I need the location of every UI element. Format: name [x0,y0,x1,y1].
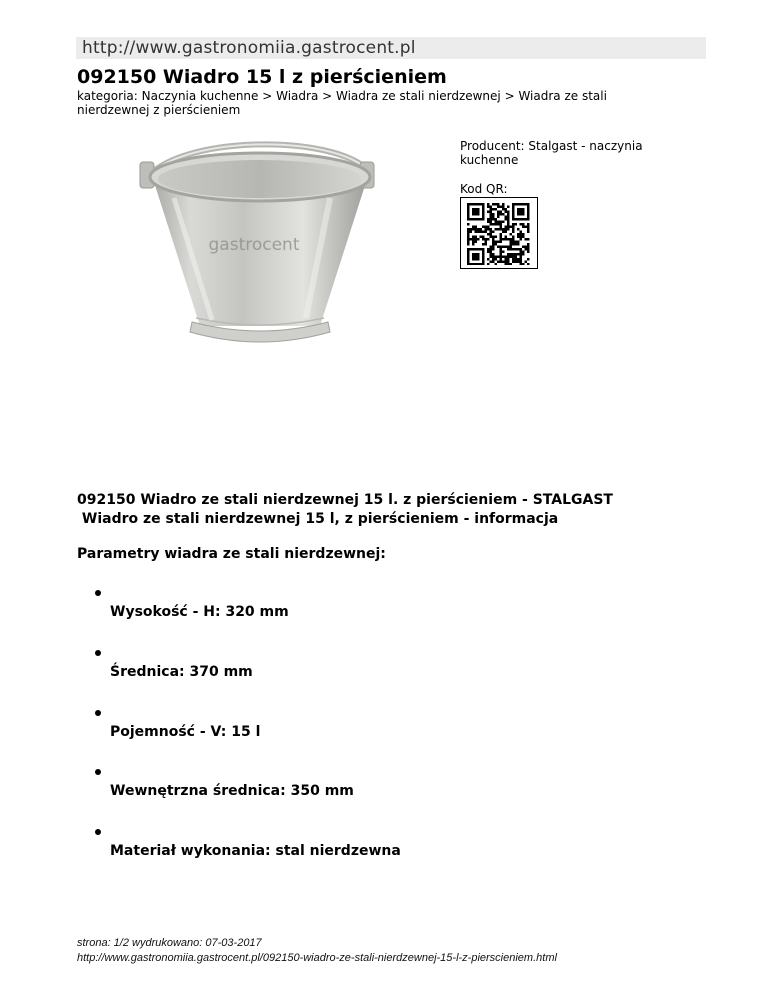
qr-module [502,251,505,254]
qr-finder-pattern [517,208,525,216]
qr-module [495,236,498,239]
product-image [134,132,384,358]
qr-module [500,206,503,209]
param-diameter: Średnica: 370 mm [110,664,253,680]
qr-module [510,246,513,249]
qr-module [467,238,470,241]
qr-module [500,261,503,264]
qr-module [495,243,498,246]
qr-module [527,246,530,249]
qr-module [517,248,520,251]
qr-module [507,261,510,264]
qr-module [490,236,493,239]
qr-module [505,246,508,249]
qr-module [525,246,528,249]
qr-module [475,226,478,229]
qr-module [490,261,493,264]
qr-module [510,243,513,246]
qr-module [477,238,480,241]
qr-module [475,231,478,234]
qr-module [527,238,530,241]
bullet-icon [95,769,101,775]
qr-module [497,216,500,219]
qr-module [500,253,503,256]
qr-module [522,253,525,256]
qr-module [492,243,495,246]
qr-module [477,228,480,231]
qr-module [502,256,505,259]
qr-module [502,238,505,241]
qr-module [495,258,498,261]
qr-module [467,243,470,246]
qr-module [507,216,510,219]
qr-module [495,263,498,265]
qr-module [467,223,470,226]
qr-module [517,258,520,261]
param-material: Materiał wykonania: stal nierdzewna [110,843,401,859]
qr-module [487,233,490,236]
qr-module [472,226,475,229]
qr-module [495,218,498,221]
qr-module [525,261,528,264]
qr-module [477,231,480,234]
qr-module [492,203,495,206]
qr-module [490,251,493,254]
qr-module [520,261,523,264]
qr-module [497,241,500,244]
qr-module [490,246,493,249]
qr-module [512,223,515,226]
qr-module [527,228,530,231]
qr-module [517,236,520,239]
qr-module [505,218,508,221]
qr-module [487,226,490,229]
producer-text: Producent: Stalgast - naczynia kuchenne [460,139,643,167]
qr-module [527,223,530,226]
qr-module [510,241,513,244]
qr-module [527,243,530,246]
qr-module [502,208,505,211]
qr-module [482,238,485,241]
qr-module [505,216,508,219]
qr-module [475,241,478,244]
image-watermark: gastrocent [208,235,300,255]
qr-module [490,218,493,221]
qr-module [487,263,490,265]
qr-module [487,203,490,206]
qr-module [510,226,513,229]
qr-module [492,223,495,226]
qr-module [507,256,510,259]
qr-module [522,246,525,249]
qr-module [515,248,518,251]
qr-module [487,218,490,221]
params-heading: Parametry wiadra ze stali nierdzewnej: [77,546,386,562]
qr-module [522,251,525,254]
qr-module [527,258,530,261]
qr-module [490,216,493,219]
qr-module [490,221,493,224]
qr-module [500,236,503,239]
qr-module [487,248,490,251]
qr-module [510,263,513,265]
qr-module [485,228,488,231]
qr-module [495,208,498,211]
qr-module [470,238,473,241]
qr-module [520,231,523,234]
qr-module [507,258,510,261]
qr-module [502,261,505,264]
qr-module [525,248,528,251]
qr-module [512,248,515,251]
qr-module [467,231,470,234]
qr-module [527,251,530,254]
qr-module [495,221,498,224]
qr-module [512,258,515,261]
qr-module [467,241,470,244]
qr-module [515,258,518,261]
qr-module [505,226,508,229]
qr-module [502,203,505,206]
bullet-icon [95,650,101,656]
qr-module [482,231,485,234]
qr-module [520,248,523,251]
qr-module [507,263,510,265]
qr-module [522,233,525,236]
qr-module [487,206,490,209]
qr-module [507,228,510,231]
qr-module [487,251,490,254]
qr-module [500,211,503,214]
breadcrumb: kategoria: Naczynia kuchenne > Wiadra > Wiadra ze stali nierdzewnej > Wiadra ze stali nierdzewnej z pierścieniem [77,89,607,117]
qr-module [492,208,495,211]
qr-module [487,238,490,241]
bullet-icon [95,590,101,596]
qr-module [505,238,508,241]
qr-module [517,241,520,244]
qr-module [485,238,488,241]
qr-module [512,226,515,229]
qr-module [502,246,505,249]
qr-module [515,243,518,246]
qr-module [502,228,505,231]
qr-module [510,248,513,251]
qr-label: Kod QR: [460,182,508,196]
qr-module [527,263,530,265]
qr-module [492,213,495,216]
qr-module [507,253,510,256]
qr-module [500,233,503,236]
qr-module [475,236,478,239]
qr-module [505,211,508,214]
qr-module [517,261,520,264]
qr-module [505,258,508,261]
qr-module [497,206,500,209]
qr-module [470,231,473,234]
qr-module [507,246,510,249]
footer-url[interactable]: http://www.gastronomiia.gastrocent.pl/092150-wiadro-ze-stali-nierdzewnej-15-l-z-pierscieniem.html [77,952,557,964]
qr-module [475,238,478,241]
qr-module [520,233,523,236]
qr-module [520,258,523,261]
qr-module [512,256,515,259]
qr-module [512,231,515,234]
qr-module [485,231,488,234]
qr-module [485,241,488,244]
qr-module [520,256,523,259]
qr-finder-pattern [472,253,480,261]
qr-module [507,213,510,216]
qr-module [490,211,493,214]
qr-module [490,213,493,216]
qr-module [495,228,498,231]
qr-module [522,223,525,226]
qr-module [502,231,505,234]
qr-module [507,248,510,251]
qr-module [512,243,515,246]
qr-module [500,241,503,244]
qr-module [520,236,523,239]
qr-module [475,228,478,231]
qr-module [500,238,503,241]
list-item [0,710,600,750]
qr-module [507,226,510,229]
qr-module [515,223,518,226]
qr-module [467,233,470,236]
qr-module [482,236,485,239]
qr-module [527,248,530,251]
qr-module [480,236,483,239]
qr-module [520,238,523,241]
qr-module [480,228,483,231]
qr-module [490,233,493,236]
qr-module [472,236,475,239]
qr-module [492,258,495,261]
qr-module [482,226,485,229]
qr-module [495,241,498,244]
qr-module [495,203,498,206]
qr-module [505,263,508,265]
qr-module [497,246,500,249]
qr-module [505,208,508,211]
qr-module [517,233,520,236]
qr-module [490,248,493,251]
qr-module [490,208,493,211]
qr-module [492,236,495,239]
qr-module [492,241,495,244]
qr-module [500,221,503,224]
qr-module [500,228,503,231]
qr-module [520,251,523,254]
list-item [0,769,600,809]
qr-module [490,206,493,209]
qr-module [522,236,525,239]
qr-module [485,243,488,246]
qr-module [500,258,503,261]
qr-module [500,226,503,229]
qr-module [495,256,498,259]
qr-module [512,236,515,239]
qr-module [510,256,513,259]
qr-module [500,213,503,216]
qr-module [497,223,500,226]
qr-module [492,216,495,219]
qr-module [517,228,520,231]
qr-module [505,236,508,239]
qr-module [507,223,510,226]
qr-module [470,228,473,231]
page-title: 092150 Wiadro 15 l z pierścieniem [77,66,447,88]
description-heading: 092150 Wiadro ze stali nierdzewnej 15 l. z pierścieniem - STALGAST Wiadro ze stali nierdzewnej 15 l, z pierścieniem - informacja [77,492,613,527]
qr-module [487,258,490,261]
qr-module [510,253,513,256]
qr-module [507,218,510,221]
qr-module [490,228,493,231]
qr-module [490,256,493,259]
qr-module [512,228,515,231]
header-url[interactable]: http://www.gastronomiia.gastrocent.pl [76,37,706,59]
qr-module [490,253,493,256]
page-footer [77,936,757,966]
qr-module [515,253,518,256]
bullet-icon [95,829,101,835]
qr-code [460,197,538,269]
qr-module [500,223,503,226]
qr-module [512,253,515,256]
qr-module [492,261,495,264]
qr-module [505,261,508,264]
footer-page-info: strona: 1/2 wydrukowano: 07-03-2017 [77,937,262,949]
qr-module [492,246,495,249]
qr-module [467,236,470,239]
qr-module [467,228,470,231]
qr-module [510,238,513,241]
qr-module [480,231,483,234]
param-capacity: Pojemność - V: 15 l [110,724,261,740]
qr-module [512,238,515,241]
qr-module [487,211,490,214]
qr-module [512,261,515,264]
qr-module [502,213,505,216]
bullet-icon [95,710,101,716]
qr-module [510,233,513,236]
list-item [0,590,600,630]
qr-module [472,238,475,241]
qr-module [492,253,495,256]
qr-module [492,231,495,234]
qr-module [497,211,500,214]
param-height: Wysokość - H: 320 mm [110,604,289,620]
qr-module [515,261,518,264]
qr-module [525,238,528,241]
qr-module [520,263,523,265]
qr-module [500,248,503,251]
qr-module [502,221,505,224]
list-item [0,650,600,690]
qr-module [522,263,525,265]
qr-module [472,243,475,246]
qr-module [485,226,488,229]
qr-finder-pattern [472,208,480,216]
qr-module [472,228,475,231]
qr-module [490,223,493,226]
qr-module [482,243,485,246]
qr-module [497,213,500,216]
qr-module [492,256,495,259]
qr-module [505,231,508,234]
qr-module [502,206,505,209]
qr-module [517,253,520,256]
qr-module [515,241,518,244]
qr-module [507,206,510,209]
qr-module [522,226,525,229]
qr-module [500,256,503,259]
qr-module [497,256,500,259]
qr-module [507,238,510,241]
qr-module [500,246,503,249]
qr-module [497,228,500,231]
qr-module [487,221,490,224]
qr-module [512,241,515,244]
qr-module [497,203,500,206]
list-item [0,829,600,869]
qr-module [527,226,530,229]
qr-module [492,218,495,221]
qr-module [505,256,508,259]
qr-module [505,228,508,231]
qr-module [520,223,523,226]
qr-module [492,238,495,241]
qr-module [500,251,503,254]
qr-module [517,243,520,246]
qr-module [497,261,500,264]
qr-module [497,221,500,224]
qr-module [495,223,498,226]
qr-module [520,253,523,256]
qr-module [525,226,528,229]
qr-module [490,231,493,234]
qr-module [492,248,495,251]
qr-module [472,241,475,244]
param-inner-diameter: Wewnętrzna średnica: 350 mm [110,783,354,799]
qr-module [487,228,490,231]
qr-module [527,231,530,234]
qr-module [507,211,510,214]
qr-module [515,256,518,259]
qr-module [507,221,510,224]
